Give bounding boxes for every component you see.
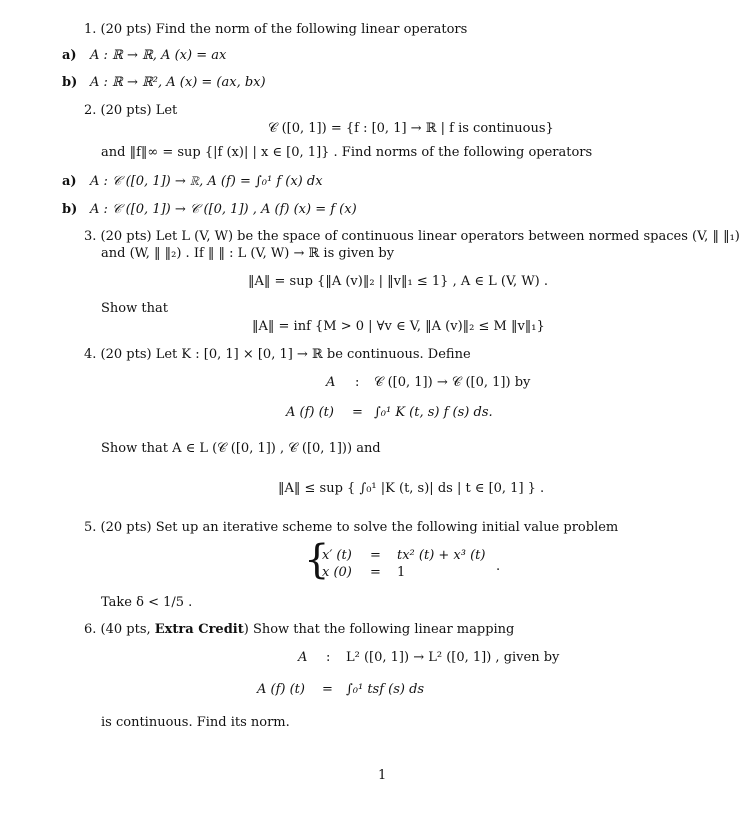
problem-5-heading: 5. (20 pts) Set up an iterative scheme to solve the following initial value problem	[84, 520, 619, 535]
problem-1a-text: A : ℝ → ℝ, A (x) = ax	[90, 48, 227, 63]
problem-1b-label: b)	[62, 75, 78, 90]
problem-2-definition: 𝒞 ([0, 1]) = {f : [0, 1] → ℝ | f is continuous}	[268, 121, 554, 136]
problem-6-tail: is continuous. Find its norm.	[101, 715, 290, 730]
problem-4-show-that: Show that A ∈ L (𝒞 ([0, 1]) , 𝒞 ([0, 1])) and	[101, 441, 381, 456]
problem-2b-label: b)	[62, 202, 78, 217]
problem-5-row-2-mid: =	[370, 565, 381, 580]
problem-6-row-2-left: A (f) (t)	[257, 682, 305, 697]
problem-1-heading: 1. (20 pts) Find the norm of the following linear operators	[84, 22, 468, 37]
problem-5-take: Take δ < 1/5 .	[101, 595, 193, 610]
problem-6-heading-bold: Extra Credit	[154, 622, 244, 637]
problem-3-equation-2: ‖A‖ = inf {M > 0 | ∀v ∈ V, ‖A (v)‖₂ ≤ M ‖v‖₁}	[252, 319, 545, 334]
problem-5-period: .	[496, 559, 501, 574]
problem-6-row-2-right: ∫₀¹ tsf (s) ds	[346, 682, 425, 697]
problem-1a-label: a)	[62, 48, 77, 63]
problem-6-heading-post: ) Show that the following linear mapping	[243, 622, 515, 637]
page-number: 1	[378, 768, 387, 783]
problem-3-equation-1: ‖A‖ = sup {‖A (v)‖₂ | ‖v‖₁ ≤ 1} , A ∈ L (V, W) .	[248, 274, 549, 289]
problem-4-row-2-right: ∫₀¹ K (t, s) f (s) ds.	[374, 405, 493, 420]
problem-3-show-that: Show that	[101, 301, 168, 316]
problem-6-heading	[84, 622, 514, 638]
problem-6-row-1-right: L² ([0, 1]) → L² ([0, 1]) , given by	[346, 650, 560, 665]
problem-5-row-2-left: x (0)	[322, 565, 352, 580]
problem-6-row-2-mid: =	[322, 682, 333, 697]
problem-6-row-1-mid: :	[326, 650, 331, 665]
problem-3-line-2: and (W, ‖ ‖₂) . If ‖ ‖ : L (V, W) → ℝ is given by	[101, 246, 395, 261]
problem-4-row-1-mid: :	[355, 375, 360, 390]
problem-2b-text: A : 𝒞 ([0, 1]) → 𝒞 ([0, 1]) , A (f) (x) = f (x)	[90, 202, 357, 217]
left-brace-icon: {	[304, 537, 330, 583]
problem-6-heading-pre: 6. (40 pts,	[84, 622, 155, 637]
problem-2-heading: 2. (20 pts) Let	[84, 103, 178, 118]
problem-4-equation: ‖A‖ ≤ sup { ∫₀¹ |K (t, s)| ds | t ∈ [0, 1] } .	[278, 481, 545, 496]
problem-4-row-2-left: A (f) (t)	[286, 405, 334, 420]
problem-5-row-1-left: x′ (t)	[322, 548, 352, 563]
problem-5-row-2-right: 1	[397, 565, 406, 580]
problem-2a-text: A : 𝒞 ([0, 1]) → ℝ, A (f) = ∫₀¹ f (x) dx	[90, 174, 323, 189]
problem-3-line-1: 3. (20 pts) Let L (V, W) be the space of continuous linear operators between normed spaces (V, ‖ ‖₁)	[84, 229, 740, 244]
problem-2-norm-text: and ‖f‖∞ = sup {|f (x)| | x ∈ [0, 1]} . Find norms of the following operators	[101, 145, 593, 160]
problem-5-row-1-mid: =	[370, 548, 381, 563]
problem-4-heading: 4. (20 pts) Let K : [0, 1] × [0, 1] → ℝ be continuous. Define	[84, 347, 471, 362]
problem-5-row-1-right: tx² (t) + x³ (t)	[397, 548, 486, 563]
problem-4-row-1-right: 𝒞 ([0, 1]) → 𝒞 ([0, 1]) by	[374, 375, 531, 390]
problem-4-row-2-mid: =	[352, 405, 363, 420]
problem-6-row-1-left: A	[298, 650, 308, 665]
problem-4-row-1-left: A	[326, 375, 336, 390]
problem-2a-label: a)	[62, 174, 77, 189]
problem-1b-text: A : ℝ → ℝ², A (x) = (ax, bx)	[90, 75, 266, 90]
